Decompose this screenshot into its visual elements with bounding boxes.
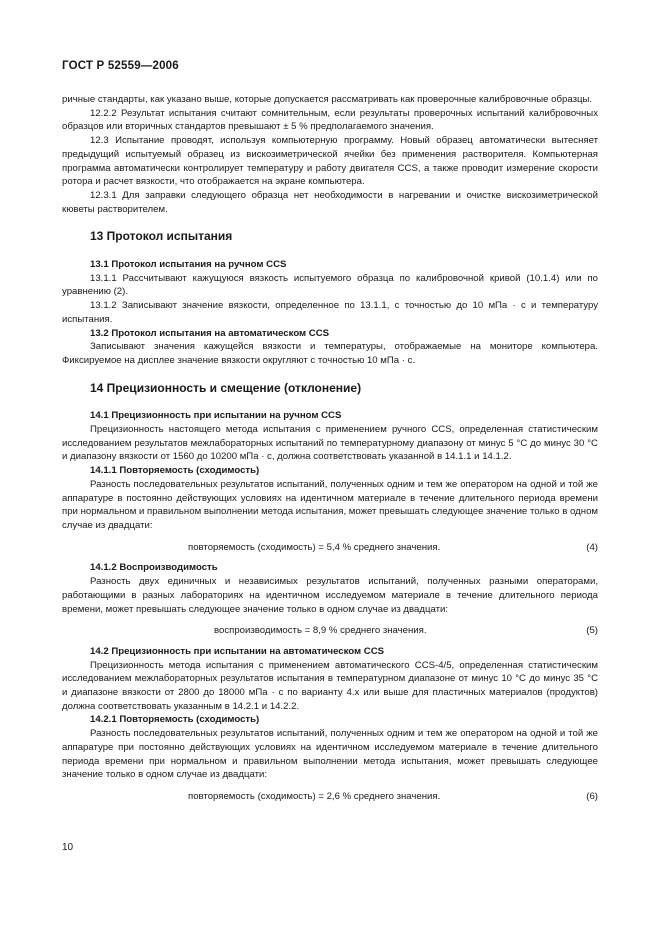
subsection-heading: 14.2.1 Повторяемость (сходимость) bbox=[90, 714, 260, 726]
subsection-heading: 13.1 Протокол испытания на ручном CCS bbox=[90, 259, 287, 271]
page-number: 10 bbox=[62, 842, 74, 853]
paragraph: Разность последовательных результатов испытаний, полученных одним и тем же оператором на одной и той же аппаратуре при постоянно действующих условиях на идентичном исследуемом материале в течение длительного периода времени при нормальном и правильном выполнении метода испытания, может превышать следующее значение только в одном случае из двадцати: bbox=[62, 728, 598, 781]
formula-number: (6) bbox=[586, 790, 598, 802]
paragraph: 12.2.2 Результат испытания считают сомнительным, если результаты проверочных испытаний калибровочных образцов или вторичных стандартов превышают ± 5 % предполагаемого значения. bbox=[62, 107, 598, 133]
paragraph: 13.1.1 Рассчитывают кажущуюся вязкость испытуемого образца по калибровочной кривой (10.1.4) или по уравнению (2). bbox=[62, 272, 598, 298]
formula-text: повторяемость (сходимость) = 2,6 % среднего значения. bbox=[188, 790, 441, 802]
formula-text: повторяемость (сходимость) = 5,4 % среднего значения. bbox=[188, 541, 441, 553]
formula-6 bbox=[62, 790, 598, 804]
document-body bbox=[62, 93, 598, 811]
paragraph: Разность двух единичных и независимых результатов испытаний, полученных разными операторами, работающими в разных лабораториях на идентичном исследуемом материале в течение длительного периода времени, может превышать следующее значение только в одном случае из двадцати: bbox=[62, 576, 598, 615]
paragraph: ричные стандарты, как указано выше, которые допускается рассматривать как проверочные калибровочные образцы. bbox=[62, 94, 593, 105]
formula-text: воспроизводимость = 8,9 % среднего значения. bbox=[214, 625, 427, 637]
subsection-heading: 14.1.2 Воспроизводимость bbox=[90, 562, 218, 574]
paragraph: 13.1.2 Записывают значение вязкости, определенное по 13.1.1, с точностью до 10 мПа · с и температуру испытания. bbox=[62, 300, 598, 325]
formula-4 bbox=[62, 541, 598, 555]
formula-number: (4) bbox=[586, 541, 598, 553]
formula-5 bbox=[62, 624, 598, 638]
paragraph: 12.3.1 Для заправки следующего образца нет необходимости в нагревании и очистке вискозиметрической кюветы растворителем. bbox=[62, 189, 598, 215]
formula-number: (5) bbox=[586, 625, 598, 637]
subsection-heading: 14.1 Прецизионность при испытании на ручном CCS bbox=[90, 410, 342, 422]
subsection-heading: 14.2 Прецизионность при испытании на автоматическом CCS bbox=[90, 645, 385, 657]
paragraph: Записывают значения кажущейся вязкости и температуры, отображаемые на мониторе компьютера. Фиксируемое на дисплее значение вязкости округляют с точностью 10 мПа · с. bbox=[62, 341, 598, 366]
section-heading-14: 14 Прецизионность и смещение (отклонение) bbox=[90, 380, 362, 395]
subsection-heading: 14.1.1 Повторяемость (сходимость) bbox=[90, 465, 260, 477]
section-heading-13: 13 Протокол испытания bbox=[90, 229, 233, 244]
document-header: ГОСТ Р 52559—2006 bbox=[62, 60, 179, 72]
subsection-heading: 13.2 Протокол испытания на автоматическом CCS bbox=[90, 327, 330, 339]
paragraph: 12.3 Испытание проводят, используя компьютерную программу. Новый образец автоматически вытесняет предыдущий испытуемый образец из вискозиметрической ячейки без применения растворителя. Компьютерная программа автоматически контролирует температуру и работу двигателя CCS, а также проводит измерение скорости ротора и расчет вязкости, что отображается на экране компьютера. bbox=[62, 135, 598, 188]
paragraph: Прецизионность метода испытания с применением автоматического CCS-4/5, определенная статистическим исследованием межлабораторных результатов испытания в температурном диапазоне от минус 10 °С до минус 35 °С и диапазоне вязкости от 2800 до 18000 мПа · с по варианту 4.х или выше для пластичных материалов (продуктов) должна соответствовать указанным в 14.2.1 и 14.2.2. bbox=[62, 659, 598, 712]
paragraph: Прецизионность настоящего метода испытания с применением ручного CCS, определенная статистическим исследованием результатов межлабораторных испытаний по температурному диапазону от минус 5 °С до минус 30 °С и диапазону вязкости от 1560 до 10200 мПа · с, должна соответствовать указанной в 14.1.1 и 14.1.2. bbox=[62, 424, 598, 463]
paragraph: Разность последовательных результатов испытаний, полученных одним и тем же оператором на одной и той же аппаратуре в постоянно действующих условиях на идентичном материале в течение длительного периода времени при нормальном и правильном выполнении метода испытания, может превышать следующее значение только в одном случае из двадцати: bbox=[62, 478, 598, 531]
